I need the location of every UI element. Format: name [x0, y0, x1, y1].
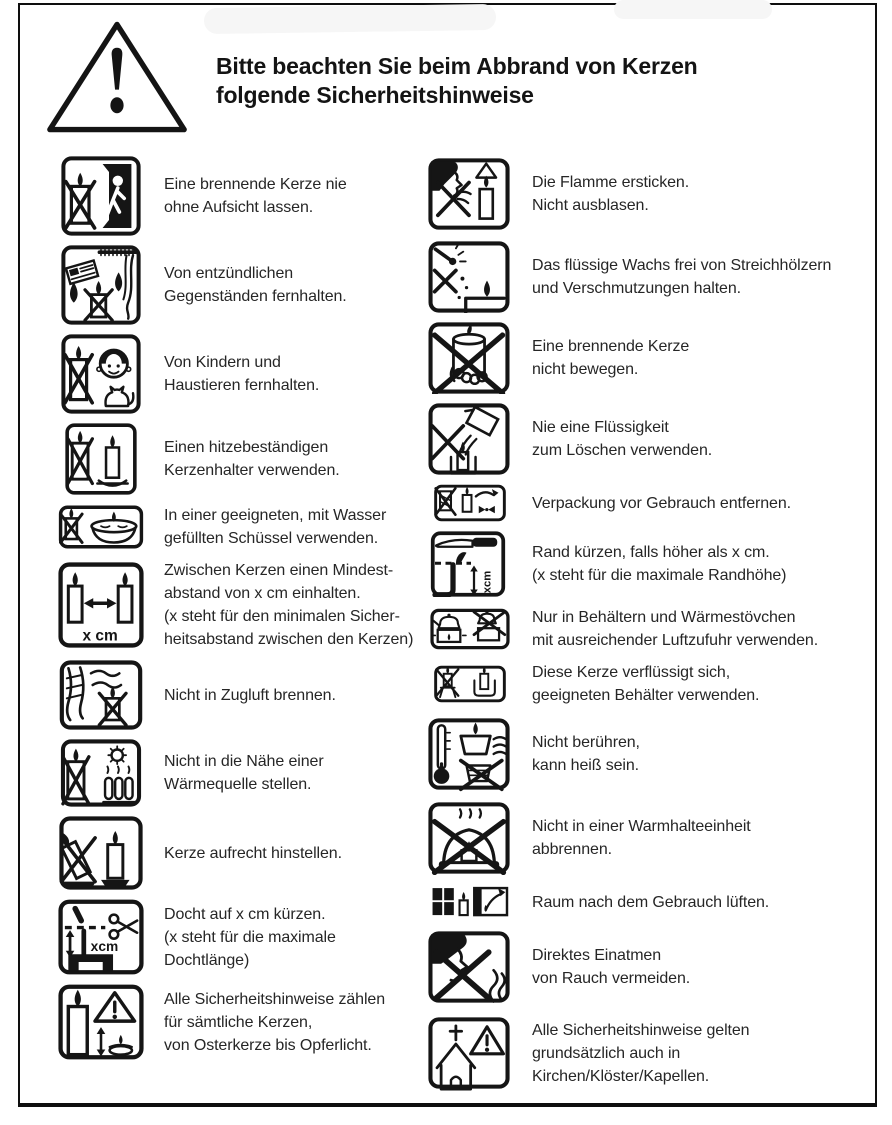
- title-line: folgende Sicherheitshinweise: [216, 82, 534, 108]
- safety-text: [532, 416, 712, 462]
- safety-text-line: Raum nach dem Gebrauch lüften.: [532, 893, 770, 911]
- no-liquid-icon: [428, 403, 532, 475]
- container-airflow-icon: [428, 608, 532, 650]
- smother-flame-icon: [428, 156, 532, 232]
- safety-item: [58, 334, 428, 414]
- safety-item: [58, 559, 428, 651]
- heatproof-holder-icon: [58, 423, 164, 495]
- safety-text-line: Direktes Einatmen: [532, 947, 662, 964]
- safety-text: [164, 559, 413, 651]
- safety-text: [532, 661, 759, 707]
- safety-item: [58, 504, 428, 550]
- safety-text-line: Kerzenhalter verwenden.: [164, 462, 340, 479]
- safety-text: [532, 492, 791, 515]
- safety-text-line: Die Flamme ersticken.: [532, 174, 690, 191]
- safety-item: [58, 423, 428, 495]
- heat-source-icon: [58, 739, 164, 807]
- safety-text: [164, 351, 319, 397]
- safety-item: [428, 322, 878, 394]
- safety-text-line: mit ausreichender Luftzufuhr verwenden.: [532, 632, 819, 649]
- safety-text: [164, 750, 324, 796]
- trim-rim-icon: [428, 531, 532, 597]
- draft-icon: [58, 660, 164, 730]
- svg-text:x cm: x cm: [82, 627, 118, 645]
- safety-text: [532, 541, 786, 587]
- safety-item: [428, 531, 878, 597]
- safety-text-line: kann heiß sein.: [532, 757, 640, 774]
- safety-text-line: Eine brennende Kerze: [532, 338, 690, 355]
- safety-instructions: [58, 156, 878, 1101]
- safety-text-line: Das flüssige Wachs frei von Streichhölzern: [532, 257, 832, 274]
- children-pets-icon: [58, 334, 164, 414]
- safety-text-line: Nicht ausblasen.: [532, 197, 649, 214]
- applies-to-all-candles-icon: [58, 984, 164, 1060]
- safety-text-line: grundsätzlich auch in: [532, 1044, 681, 1062]
- safety-text-line: Diese Kerze verflüssigt sich,: [532, 664, 731, 681]
- safety-text: [164, 173, 347, 219]
- safety-text-line: Einen hitzebeständigen: [164, 439, 329, 456]
- safety-item: [428, 484, 878, 522]
- safety-text-line: Nur in Behältern und Wärmestövchen: [532, 609, 796, 626]
- safety-item: [58, 245, 428, 325]
- wick-trim-icon: [58, 899, 164, 975]
- safety-item: [58, 899, 428, 975]
- safety-text-line: abstand von x cm einhalten.: [164, 585, 361, 602]
- safety-item: [428, 403, 878, 475]
- safety-text: [532, 606, 818, 652]
- right-column: [428, 156, 878, 1101]
- safety-text-line: heitsabstand zwischen den Kerzen): [164, 631, 414, 648]
- safety-text-line: Rand kürzen, falls höher als x cm.: [532, 544, 770, 561]
- hot-do-not-touch-icon: [428, 716, 532, 792]
- remove-packaging-icon: [428, 484, 532, 522]
- header: [44, 18, 698, 136]
- safety-text-line: gefüllten Schüssel verwenden.: [164, 530, 379, 547]
- safety-text-line: Zwischen Kerzen einen Mindest-: [164, 562, 394, 579]
- do-not-move-icon: [428, 322, 532, 394]
- left-column: [58, 156, 428, 1101]
- safety-text-line: Alle Sicherheitshinweise zählen: [164, 990, 386, 1008]
- safety-text: [532, 731, 640, 777]
- safety-item: [428, 156, 878, 232]
- safety-text: [532, 891, 769, 914]
- safety-text-line: Nicht berühren,: [532, 734, 640, 751]
- scan-artifact: [614, 0, 772, 19]
- safety-item: [428, 884, 878, 920]
- safety-text: [532, 1019, 749, 1088]
- churches-icon: [428, 1014, 532, 1092]
- min-distance-icon: [58, 560, 164, 650]
- safety-text-line: Dochtlänge): [164, 951, 250, 969]
- safety-text-line: Gegenständen fernhalten.: [164, 288, 347, 305]
- safety-text-line: (x steht für den minimalen Sicher-: [164, 608, 400, 625]
- safety-text-line: nicht bewegen.: [532, 361, 639, 378]
- safety-text-line: geeigneten Behälter verwenden.: [532, 687, 760, 704]
- safety-text: [164, 903, 336, 972]
- safety-text-line: Von entzündlichen: [164, 265, 294, 282]
- safety-text-line: Nicht in einer Warmhalteeinheit: [532, 818, 751, 835]
- safety-item: [58, 739, 428, 807]
- safety-text-line: zum Löschen verwenden.: [532, 442, 713, 459]
- safety-item: [58, 156, 428, 236]
- safety-item: [58, 984, 428, 1060]
- safety-item: [428, 606, 878, 652]
- no-food-warmer-icon: [428, 801, 532, 875]
- safety-item: [58, 816, 428, 890]
- upright-icon: [58, 816, 164, 890]
- safety-text-line: Nie eine Flüssigkeit: [532, 419, 669, 436]
- safety-text-line: In einer geeigneten, mit Wasser: [164, 507, 387, 524]
- safety-item: [58, 660, 428, 730]
- safety-text-line: Docht auf x cm kürzen.: [164, 905, 326, 923]
- safety-text-line: (x steht für die maximale Randhöhe): [532, 567, 787, 584]
- safety-text-line: abbrennen.: [532, 841, 612, 858]
- wax-clean-icon: [428, 241, 532, 313]
- title-line: Bitte beachten Sie beim Abbrand von Kerzen: [216, 53, 698, 79]
- safety-text: [164, 262, 347, 308]
- safety-item: [428, 1014, 878, 1092]
- safety-item: [428, 661, 878, 707]
- safety-text: [532, 944, 690, 990]
- safety-text-line: Haustieren fernhalten.: [164, 377, 320, 394]
- safety-text: [164, 436, 340, 482]
- safety-text-line: ohne Aufsicht lassen.: [164, 199, 314, 216]
- safety-text-line: Alle Sicherheitshinweise gelten: [532, 1021, 750, 1039]
- safety-text: [164, 684, 336, 707]
- liquefies-container-icon: [428, 665, 532, 703]
- ventilate-room-icon: [428, 884, 532, 920]
- svg-text:xcm: xcm: [90, 938, 119, 954]
- safety-text-line: (x steht für die maximale: [164, 928, 336, 946]
- safety-item: [428, 929, 878, 1005]
- safety-text-line: Verpackung vor Gebrauch entfernen.: [532, 494, 791, 512]
- safety-item: [428, 801, 878, 875]
- safety-text: [532, 815, 751, 861]
- warning-triangle-icon: [44, 18, 190, 136]
- safety-item: [428, 716, 878, 792]
- safety-text: [164, 988, 385, 1057]
- safety-text: [164, 842, 342, 865]
- safety-text-line: Nicht in Zugluft brennen.: [164, 686, 336, 704]
- flammable-objects-icon: [58, 245, 164, 325]
- safety-text: [532, 254, 831, 300]
- no-smoke-inhale-icon: [428, 929, 532, 1005]
- safety-text-line: von Rauch vermeiden.: [532, 970, 691, 987]
- water-bowl-icon: [58, 504, 164, 550]
- safety-text-line: von Osterkerze bis Opferlicht.: [164, 1036, 372, 1054]
- safety-text-line: Eine brennende Kerze nie: [164, 176, 347, 193]
- safety-text-line: Kerze aufrecht hinstellen.: [164, 844, 342, 862]
- safety-text-line: für sämtliche Kerzen,: [164, 1013, 313, 1031]
- safety-text-line: Wärmequelle stellen.: [164, 776, 312, 793]
- safety-item: [428, 241, 878, 313]
- safety-text-line: Kirchen/Klöster/Kapellen.: [532, 1067, 710, 1085]
- page-title: [216, 52, 698, 110]
- svg-text:xcm: xcm: [481, 570, 494, 594]
- candle-unattended-icon: [58, 156, 164, 236]
- safety-text: [532, 335, 689, 381]
- safety-text-line: und Verschmutzungen halten.: [532, 280, 742, 297]
- safety-text: [532, 171, 689, 217]
- safety-text-line: Von Kindern und: [164, 354, 281, 371]
- safety-text-line: Nicht in die Nähe einer: [164, 753, 324, 770]
- safety-text: [164, 504, 386, 550]
